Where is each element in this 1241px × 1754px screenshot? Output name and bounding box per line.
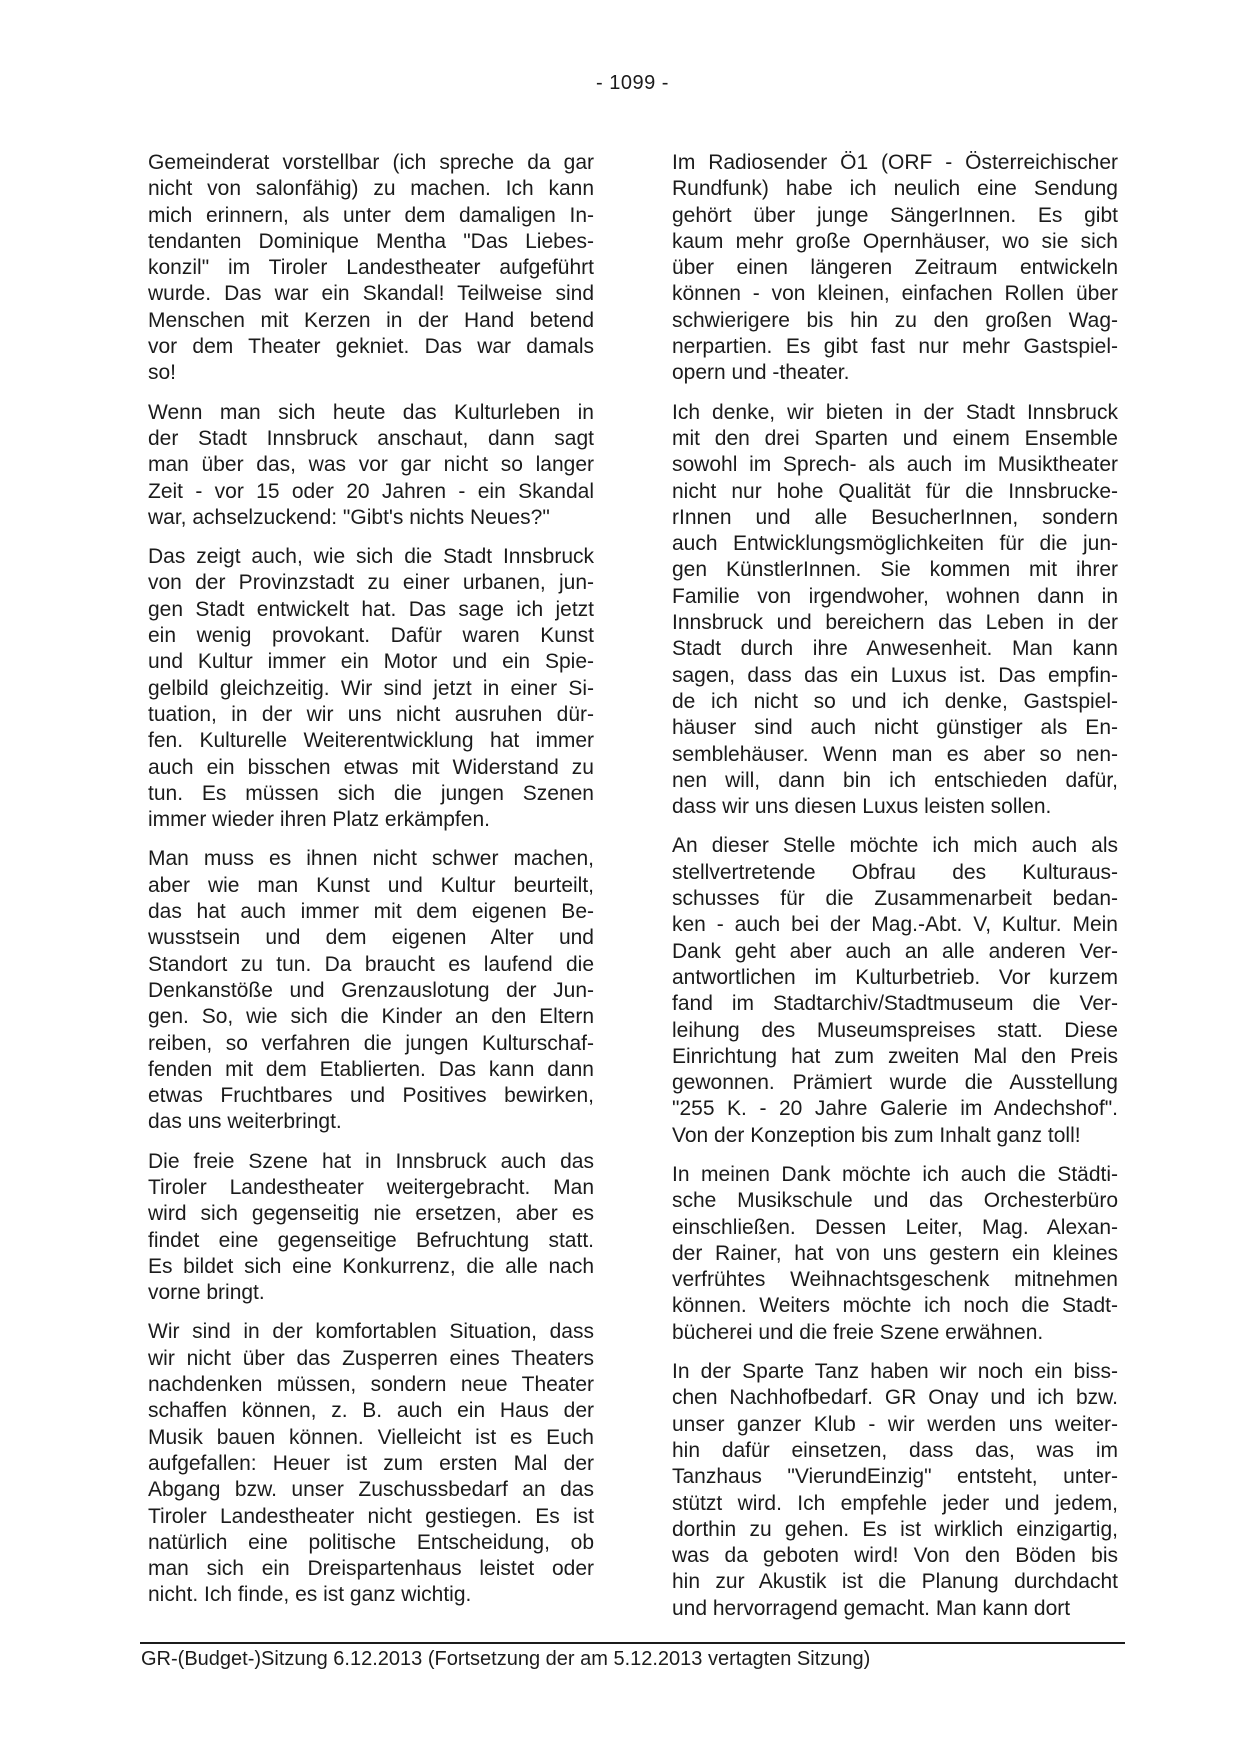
- text-line: fenden mit dem Etablierten. Das kann dann: [148, 1057, 594, 1081]
- text-line: häuser sind auch nicht günstiger als En-: [672, 716, 1118, 740]
- text-line: "255 K. - 20 Jahre Galerie im Andechshof".: [672, 1097, 1118, 1121]
- text-line: stellvertretende Obfrau des Kulturaus-: [672, 860, 1118, 884]
- text-line: semblehäuser. Wenn man es aber so nen-: [672, 742, 1118, 766]
- right-column: [672, 150, 1118, 1622]
- text-line: leihung des Museumspreises statt. Diese: [672, 1018, 1118, 1042]
- paragraph: [672, 150, 1118, 387]
- paragraph: [672, 1359, 1118, 1622]
- text-line: immer wieder ihren Platz erkämpfen.: [148, 808, 490, 832]
- text-line: nicht von salonfähig) zu machen. Ich kann: [148, 177, 594, 201]
- text-line: Man muss es ihnen nicht schwer machen,: [148, 847, 594, 871]
- text-line: schusses für die Zusammenarbeit bedan-: [672, 887, 1118, 911]
- text-line: was da geboten wird! Von den Böden bis: [672, 1544, 1118, 1568]
- text-line: wusstsein und dem eigenen Alter und: [148, 926, 594, 950]
- text-line: Im Radiosender Ö1 (ORF - Österreichischer: [672, 151, 1118, 174]
- text-line: wird sich gegenseitig nie ersetzen, aber es: [148, 1202, 594, 1226]
- text-line: vorne bringt.: [148, 1281, 265, 1305]
- text-line: über einen längeren Zeitraum entwickeln: [672, 256, 1118, 280]
- text-line: fen. Kulturelle Weiterentwicklung hat immer: [148, 729, 594, 753]
- text-line: Ich denke, wir bieten in der Stadt Innsbruck: [672, 400, 1118, 424]
- text-line: konzil" im Tiroler Landestheater aufgeführt: [148, 256, 594, 280]
- text-line: aber wie man Kunst und Kultur beurteilt,: [148, 873, 594, 897]
- text-line: tendanten Dominique Mentha "Das Liebes-: [148, 229, 594, 253]
- text-line: man sich ein Dreispartenhaus leistet oder: [148, 1557, 594, 1581]
- text-line: können - von kleinen, einfachen Rollen über: [672, 282, 1118, 306]
- text-line: einschließen. Dessen Leiter, Mag. Alexan-: [672, 1215, 1118, 1239]
- text-line: Innsbruck und bereichern das Leben in der: [672, 611, 1118, 635]
- text-line: und hervorragend gemacht. Man kann dort: [672, 1596, 1071, 1620]
- text-line: nicht. Ich finde, es ist ganz wichtig.: [148, 1583, 472, 1607]
- text-line: Familie von irgendwoher, wohnen dann in: [672, 584, 1118, 608]
- text-line: von der Provinzstadt zu einer urbanen, jun-: [148, 571, 594, 595]
- text-line: aufgefallen: Heuer ist zum ersten Mal der: [148, 1451, 594, 1475]
- text-line: gen Stadt entwickelt hat. Das sage ich jetzt: [148, 597, 594, 621]
- text-line: Die freie Szene hat in Innsbruck auch das: [148, 1149, 594, 1173]
- text-line: Dank geht aber auch an alle anderen Ver-: [672, 939, 1118, 963]
- text-line: wurde. Das war ein Skandal! Teilweise sind: [148, 282, 594, 306]
- text-line: Rundfunk) habe ich neulich eine Sendung: [672, 177, 1118, 201]
- text-line: verfrühtes Weihnachtsgeschenk mitnehmen: [672, 1268, 1118, 1292]
- text-line: der Rainer, hat von uns gestern ein kleines: [672, 1241, 1118, 1265]
- text-line: hin dafür einsetzen, dass das, was im: [672, 1438, 1118, 1462]
- text-line: natürlich eine politische Entscheidung, ob: [148, 1530, 594, 1554]
- text-line: sowohl im Sprech- als auch im Musiktheater: [672, 453, 1118, 477]
- paragraph: [672, 833, 1118, 1149]
- text-line: gen. So, wie sich die Kinder an den Eltern: [148, 1005, 594, 1029]
- text-line: dorthin zu gehen. Es ist wirklich einzigartig,: [672, 1517, 1118, 1541]
- text-line: vor dem Theater gekniet. Das war damals: [148, 335, 594, 359]
- text-line: nerpartien. Es gibt fast nur mehr Gastspiel-: [672, 335, 1118, 359]
- text-line: mich erinnern, als unter dem damaligen In-: [148, 203, 594, 227]
- text-line: nicht nur hohe Qualität für die Innsbrucke-: [672, 479, 1118, 503]
- text-line: de ich nicht so und ich denke, Gastspiel-: [672, 689, 1118, 713]
- text-line: Zeit - vor 15 oder 20 Jahren - ein Skandal: [148, 479, 594, 503]
- paragraph: [148, 1319, 594, 1608]
- text-line: war, achselzuckend: "Gibt's nichts Neues?": [148, 505, 550, 529]
- paragraph: [148, 1149, 594, 1307]
- text-line: tuation, in der wir uns nicht ausruhen dür-: [148, 702, 594, 726]
- text-line: In der Sparte Tanz haben wir noch ein biss-: [672, 1360, 1118, 1384]
- text-line: können. Weiters möchte ich noch die Stadt-: [672, 1294, 1118, 1318]
- text-line: Musik bauen können. Vielleicht ist es Euch: [148, 1425, 594, 1449]
- footer-text: GR-(Budget-)Sitzung 6.12.2013 (Fortsetzung der am 5.12.2013 vertagten Sitzung): [141, 1648, 871, 1670]
- text-line: reiben, so verfahren die jungen Kulturschaf-: [148, 1031, 594, 1055]
- text-line: Tiroler Landestheater weitergebracht. Man: [148, 1175, 594, 1199]
- text-line: schwierigere bis hin zu den großen Wag-: [672, 308, 1118, 332]
- text-line: chen Nachhofbedarf. GR Onay und ich bzw.: [672, 1386, 1118, 1410]
- text-line: der Stadt Innsbruck anschaut, dann sagt: [148, 426, 594, 450]
- text-line: findet eine gegenseitige Befruchtung statt.: [148, 1228, 594, 1252]
- text-line: auch ein bisschen etwas mit Widerstand zu: [148, 755, 594, 779]
- text-line: nachdenken müssen, sondern neue Theater: [148, 1373, 594, 1397]
- text-line: mit den drei Sparten und einem Ensemble: [672, 426, 1118, 450]
- text-line: auch Entwicklungsmöglichkeiten für die jun-: [672, 532, 1118, 556]
- text-line: Denkanstöße und Grenzauslotung der Jun-: [148, 978, 594, 1002]
- text-line: sagen, dass das ein Luxus ist. Das empfin-: [672, 663, 1118, 687]
- paragraph: [672, 400, 1118, 821]
- text-line: Stadt durch ihre Anwesenheit. Man kann: [672, 637, 1118, 661]
- text-line: nen will, dann bin ich entschieden dafür,: [672, 768, 1118, 792]
- text-line: schaffen können, z. B. auch ein Haus der: [148, 1399, 594, 1423]
- text-line: An dieser Stelle möchte ich mich auch als: [672, 834, 1118, 858]
- text-line: Standort zu tun. Da braucht es laufend die: [148, 952, 594, 976]
- text-line: gewonnen. Prämiert wurde die Ausstellung: [672, 1071, 1118, 1095]
- text-line: Abgang bzw. unser Zuschussbedarf an das: [148, 1478, 594, 1502]
- text-line: man über das, was vor gar nicht so langer: [148, 453, 594, 477]
- text-line: tun. Es müssen sich die jungen Szenen: [148, 781, 594, 805]
- text-line: Es bildet sich eine Konkurrenz, die alle nach: [148, 1254, 594, 1278]
- text-line: so!: [148, 361, 177, 385]
- text-line: gelbild gleichzeitig. Wir sind jetzt in einer Si-: [148, 676, 594, 700]
- left-column: [148, 150, 594, 1609]
- text-line: Tanzhaus "VierundEinzig" entsteht, unter-: [672, 1465, 1118, 1489]
- text-line: stützt wird. Ich empfehle jeder und jedem,: [672, 1491, 1118, 1515]
- paragraph: [148, 544, 594, 833]
- text-line: gehört über junge SängerInnen. Es gibt: [672, 203, 1118, 227]
- text-line: In meinen Dank möchte ich auch die Städti-: [672, 1162, 1118, 1186]
- text-line: dass wir uns diesen Luxus leisten sollen.: [672, 795, 1052, 819]
- text-line: das uns weiterbringt.: [148, 1110, 342, 1134]
- text-line: rInnen und alle BesucherInnen, sondern: [672, 505, 1118, 529]
- text-line: Einrichtung hat zum zweiten Mal den Preis: [672, 1044, 1118, 1068]
- text-line: Tiroler Landestheater nicht gestiegen. Es ist: [148, 1504, 594, 1528]
- text-line: fand im Stadtarchiv/Stadtmuseum die Ver-: [672, 992, 1118, 1016]
- paragraph: [672, 1162, 1118, 1346]
- text-line: hin zur Akustik ist die Planung durchdacht: [672, 1570, 1118, 1594]
- paragraph: [148, 846, 594, 1135]
- paragraph: [148, 400, 594, 531]
- text-line: gen KünstlerInnen. Sie kommen mit ihrer: [672, 558, 1118, 582]
- text-line: ein wenig provokant. Dafür waren Kunst: [148, 624, 594, 648]
- text-line: wir nicht über das Zusperren eines Theaters: [148, 1346, 594, 1370]
- text-line: opern und -theater.: [672, 361, 850, 385]
- text-line: Menschen mit Kerzen in der Hand betend: [148, 308, 594, 332]
- footer-divider: [140, 1642, 1125, 1644]
- paragraph: [148, 150, 594, 387]
- text-line: Wenn man sich heute das Kulturleben in: [148, 400, 594, 424]
- text-line: Wir sind in der komfortablen Situation, dass: [148, 1320, 594, 1344]
- text-line: Das zeigt auch, wie sich die Stadt Innsbruck: [148, 545, 594, 569]
- text-line: ken - auch bei der Mag.-Abt. V, Kultur. Mein: [672, 913, 1118, 937]
- text-line: sche Musikschule und das Orchesterbüro: [672, 1189, 1118, 1213]
- text-line: Von der Konzeption bis zum Inhalt ganz toll!: [672, 1123, 1081, 1147]
- text-line: kaum mehr große Opernhäuser, wo sie sich: [672, 229, 1118, 253]
- text-line: etwas Fruchtbares und Positives bewirken,: [148, 1084, 594, 1108]
- page-number: - 1099 -: [596, 72, 669, 94]
- text-line: bücherei und die freie Szene erwähnen.: [672, 1320, 1044, 1344]
- text-line: und Kultur immer ein Motor und ein Spie-: [148, 650, 594, 674]
- text-line: unser ganzer Klub - wir werden uns weiter-: [672, 1412, 1118, 1436]
- text-line: das hat auch immer mit dem eigenen Be-: [148, 900, 594, 924]
- text-line: Gemeinderat vorstellbar (ich spreche da gar: [148, 151, 594, 174]
- text-line: antwortlichen im Kulturbetrieb. Vor kurzem: [672, 965, 1118, 989]
